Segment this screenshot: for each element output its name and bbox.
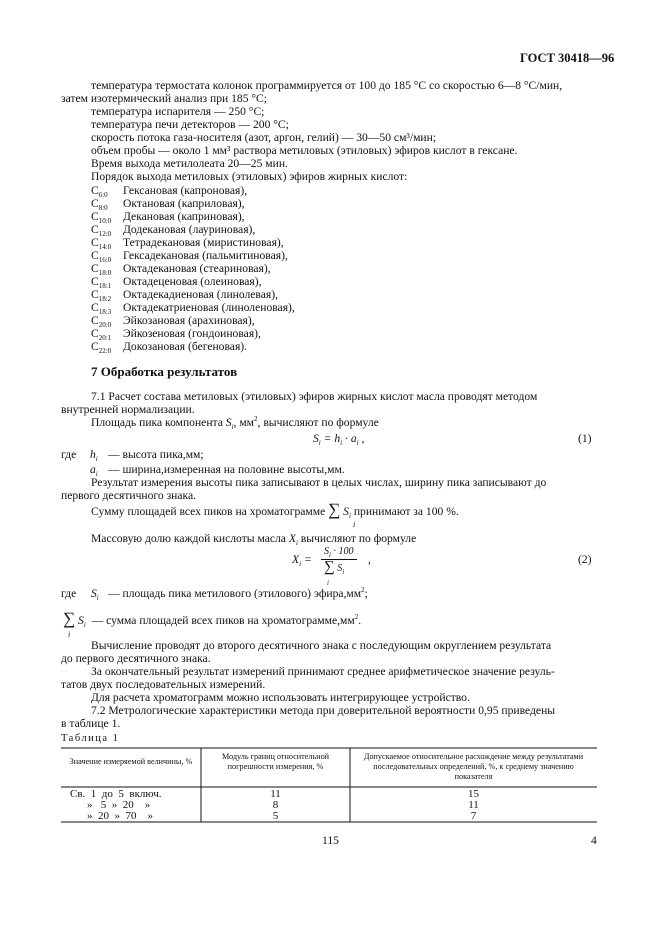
equation-2-numerator: $S_i \cdot 100$ — [324, 546, 354, 559]
acid-item: $C_{18:0}$ Октадекановая (стеариновая), — [91, 262, 271, 277]
table-header-difference: Допускаемое относительное расхождение между результатами последовательных определений, %, к среднему значению показателя — [363, 752, 584, 781]
table-cell-error: 5 — [272, 810, 279, 822]
acid-item: $C_{20:0}$ Эйкозановая (арахиновая), — [91, 314, 255, 329]
paragraph-line: внутренней нормализации. — [61, 403, 195, 416]
acid-item: $C_{10:0}$ Декановая (каприновая), — [91, 210, 245, 225]
acid-item: $C_{6:0}$ Гексановая (капроновая), — [91, 184, 248, 199]
acid-item: $C_{12:0}$ Додекановая (лауриновая), — [91, 223, 256, 238]
acid-item: $C_{18:3}$ Октадекатриеновая (линоленовая), — [91, 301, 295, 316]
equation-2-denominator: ∑ $S_i$ — [324, 559, 345, 576]
sum-index: i — [327, 579, 329, 587]
condition-line: температура печи детекторов — 200 °С; — [91, 118, 289, 131]
acid-item: $C_{18:2}$ Октадекадиеновая (линолевая), — [91, 288, 278, 303]
acid-item: $C_{16:0}$ Гексадекановая (пальмитиновая), — [91, 249, 288, 264]
document-code: ГОСТ 30418—96 — [520, 51, 615, 65]
acid-item: $C_{14:0}$ Тетрадекановая (миристиновая), — [91, 236, 284, 251]
sum-index: i — [68, 630, 71, 639]
condition-line: затем изотермический анализ при 185 °С; — [61, 92, 268, 105]
where-label: где — [61, 587, 77, 600]
area-formula-intro: Площадь пика компонента $S_i$, $мм^2$, вычисляют по формуле — [91, 415, 379, 431]
paragraph-line: до первого десятичного знака. — [61, 652, 211, 665]
where-label: где — [61, 448, 77, 461]
table-cell-difference: 11 — [468, 799, 479, 811]
table-cell-range: » 20 » 70 » — [87, 810, 153, 822]
equation-2-number: (2) — [578, 553, 592, 566]
symbol-a: $a_i$ — [90, 463, 98, 478]
condition-line: Время выхода метилолеата 20—25 мин. — [91, 157, 288, 170]
condition-line: объем пробы — около 1 мм³ раствора метиловых (этиловых) эфиров кислот в гексане. — [91, 144, 518, 157]
table-cell-difference: 7 — [470, 810, 477, 822]
si-definition: — площадь пика метилового (этилового) $эфира,мм^2$; — [108, 586, 368, 600]
table-caption: Таблица 1 — [61, 733, 120, 744]
table-cell-error: 11 — [270, 788, 281, 800]
mass-fraction-intro: Массовую долю каждой кислоты масла $X_i$ вычисляют по формуле — [91, 532, 417, 547]
paragraph-line: 7.1 Расчет состава метиловых (этиловых) эфиров жирных кислот масла проводят методом — [91, 390, 538, 403]
symbol-si: $S_i$ — [91, 587, 99, 602]
paragraph-line: Результат измерения высоты пика записывают в целых числах, ширину пика записывают до — [91, 476, 547, 489]
table-cell-range: Св. 1 до 5 включ. — [70, 788, 162, 800]
paragraph-line: в таблице 1. — [61, 717, 121, 730]
equation-1-number: (1) — [578, 432, 592, 445]
paragraph-line: 7.2 Метрологические характеристики метода при доверительной вероятности 0,95 приведены — [91, 704, 556, 717]
table-header-error: Модуль границ относительной погрешности измерения, % — [221, 752, 330, 771]
equation-2-comma: , — [368, 553, 371, 566]
condition-line: Порядок выхода метиловых (этиловых) эфиров жирных кислот: — [91, 170, 408, 183]
symbol-h: $h_i$ — [90, 448, 98, 463]
section-title: 7 Обработка результатов — [91, 364, 238, 379]
paragraph-line: татов двух последовательных измерений. — [61, 678, 266, 691]
sum-definition: ∑ $S_i$ — сумма площадей всех пиков на $хроматограмме,мм^2$. — [63, 609, 362, 629]
acid-item: $C_{22:0}$ Докозановая (бегеновая). — [91, 340, 248, 355]
sum-line: Сумму площадей всех пиков на хроматограмме ∑ $S_i$ принимают за 100 %. — [91, 500, 459, 520]
a-definition: — ширина,измеренная на половине высоты,мм. — [108, 463, 345, 476]
acid-item: $C_{18:1}$ Октадеценовая (олеиновая), — [91, 275, 262, 290]
table-cell-range: » 5 » 20 » — [87, 799, 151, 811]
condition-line: скорость потока газа-носителя (азот, аргон, гелий) — 30—50 см³/мин; — [91, 131, 437, 144]
table-header-range: Значение измеряемой величины, % — [69, 757, 193, 766]
paragraph-line: Вычисление проводят до второго десятичного знака с последующим округлением результата — [91, 639, 552, 652]
equation-1: $S_i = h_i \cdot a_i$ , — [313, 432, 365, 447]
sheet-number: 4 — [591, 834, 597, 847]
acid-item: $C_{20:1}$ Эйкозеновая (гондоиновая), — [91, 327, 261, 342]
page-number: 115 — [322, 834, 339, 847]
condition-line: температура термостата колонок программируется от 100 до 185 °С со скоростью 6—8 °С/мин, — [91, 79, 563, 92]
condition-line: температура испарителя — 250 °С; — [91, 105, 265, 118]
equation-2-lhs: $X_i$ = — [292, 553, 312, 568]
table-cell-error: 8 — [272, 799, 279, 811]
table-cell-difference: 15 — [468, 788, 479, 800]
sum-index: i — [353, 520, 356, 529]
paragraph-line: первого десятичного знака. — [61, 489, 197, 502]
paragraph-line: За окончательный результат измерений принимают среднее арифметическое значение резуль- — [91, 665, 555, 678]
acid-item: $C_{8:0}$ Октановая (каприловая), — [91, 197, 245, 212]
h-definition: — высота пика,мм; — [108, 448, 204, 461]
paragraph-line: Для расчета хроматограмм можно использовать интегрирующее устройство. — [91, 691, 470, 704]
